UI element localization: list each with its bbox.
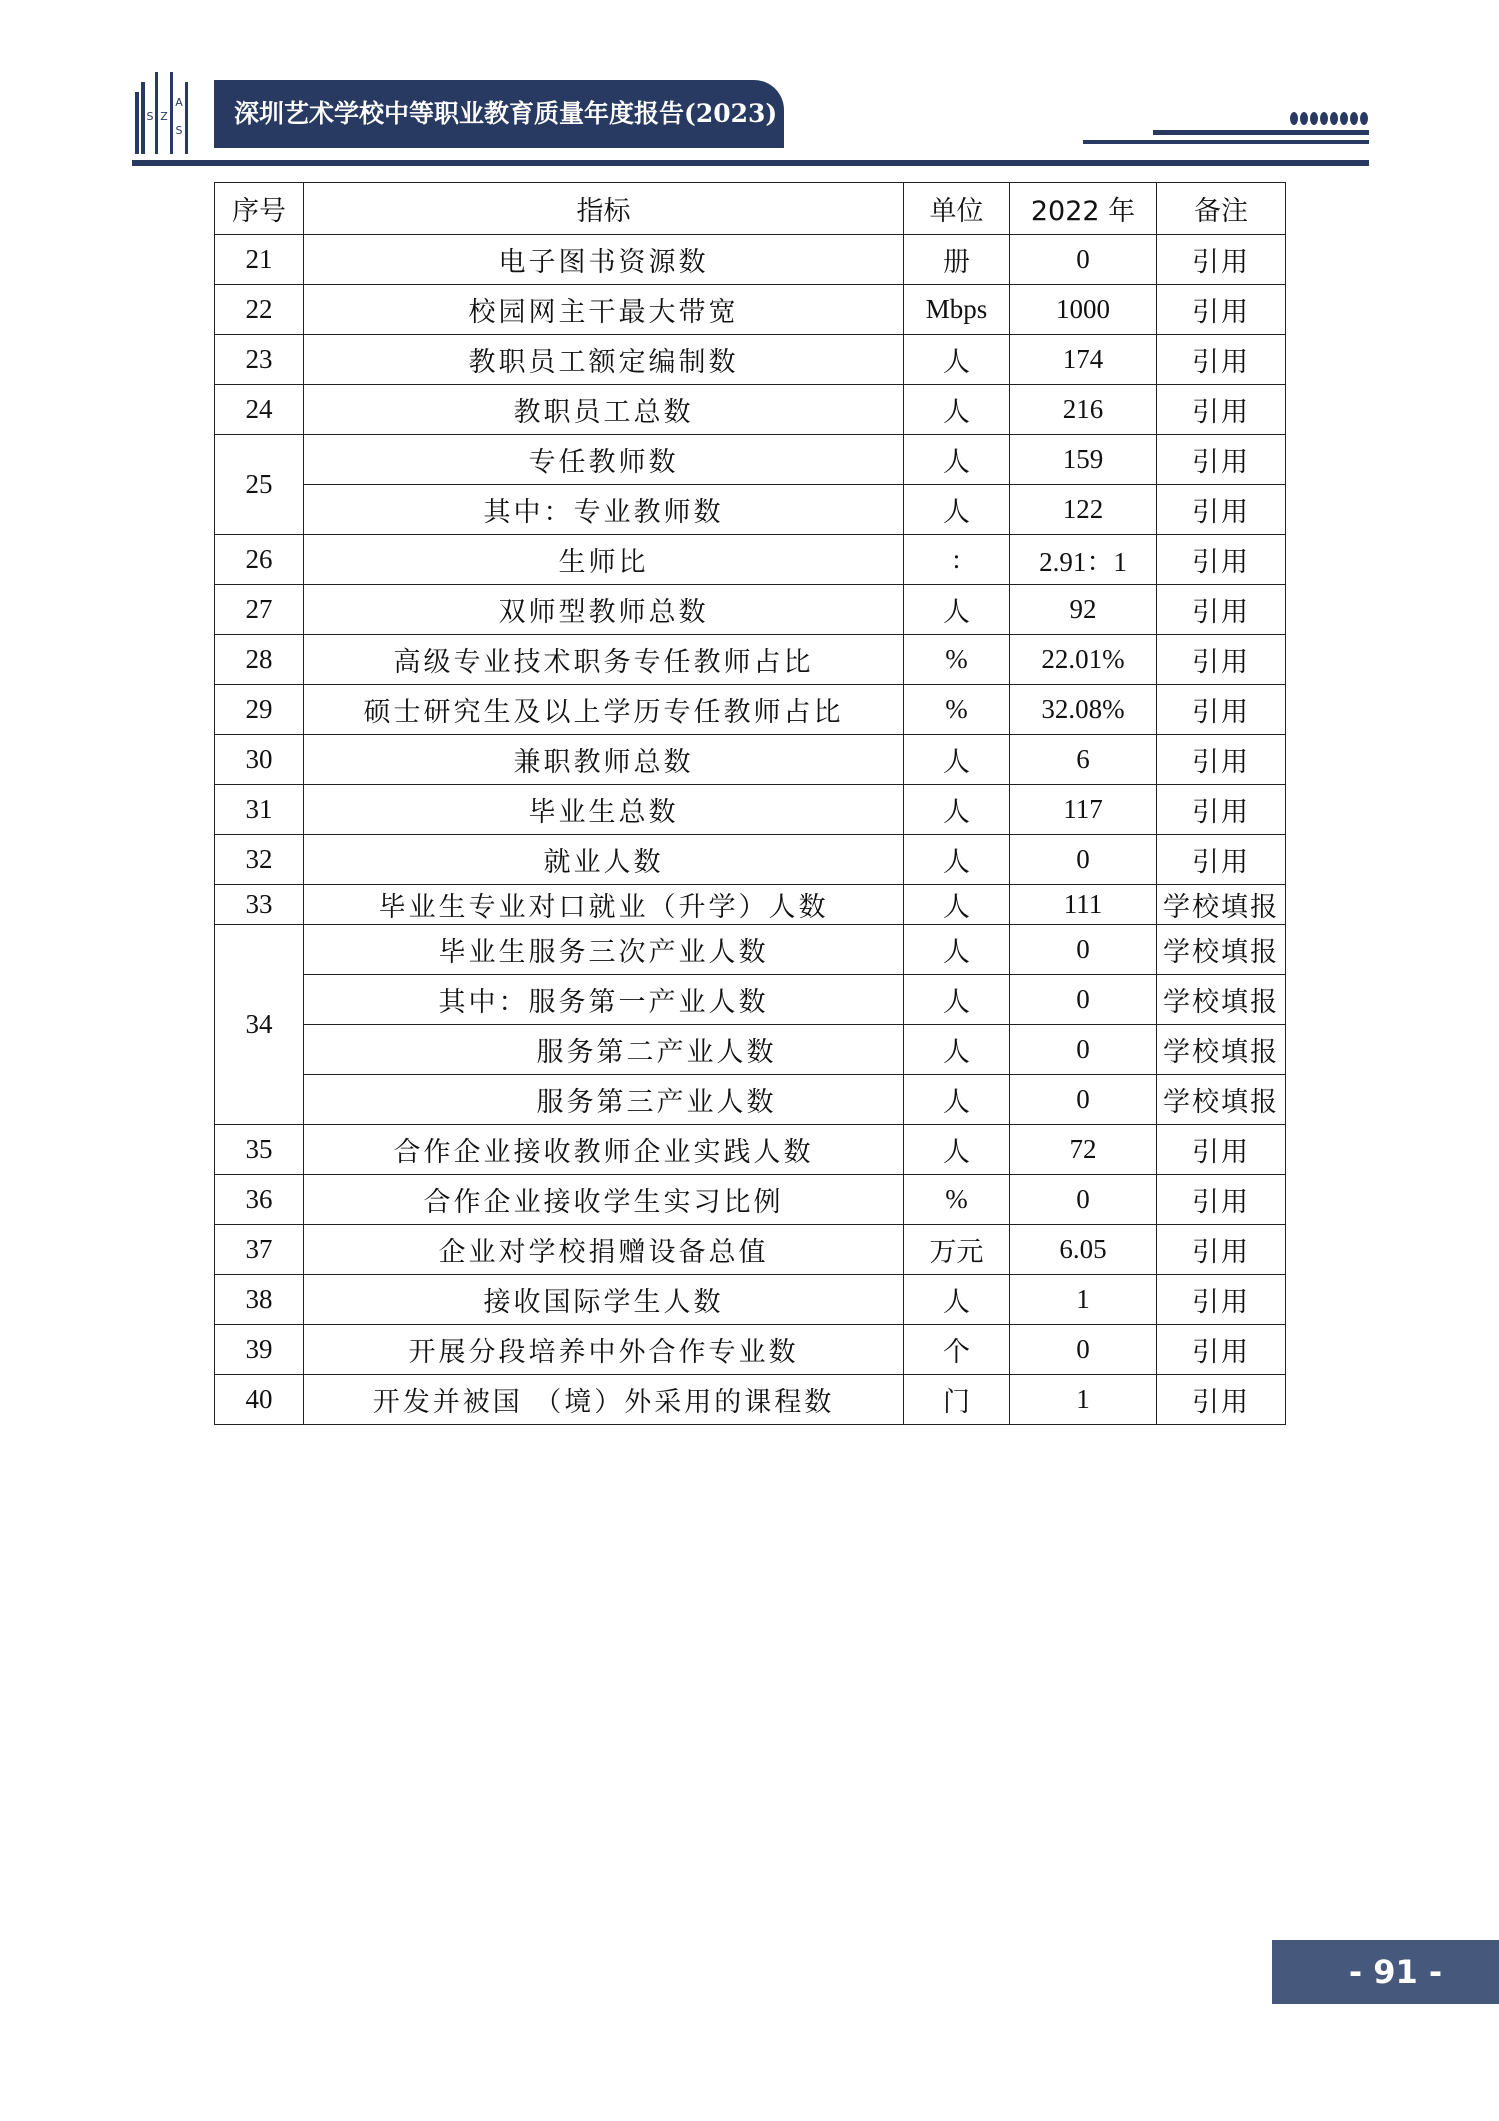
logo-letter: Z bbox=[160, 110, 168, 123]
row-value: 32.08% bbox=[1010, 685, 1157, 735]
row-seq: 22 bbox=[215, 285, 304, 335]
decorative-dots bbox=[1290, 112, 1368, 126]
row-indicator: 双师型教师总数 bbox=[304, 585, 904, 635]
row-indicator: 教职员工总数 bbox=[304, 385, 904, 435]
row-value: 122 bbox=[1010, 485, 1157, 535]
row-value: 0 bbox=[1010, 925, 1157, 975]
row-note: 引用 bbox=[1157, 1375, 1286, 1425]
row-note: 引用 bbox=[1157, 735, 1286, 785]
row-note: 引用 bbox=[1157, 635, 1286, 685]
header-indicator: 指标 bbox=[304, 183, 904, 235]
page-number: - 91 - bbox=[1272, 1940, 1499, 2004]
row-indicator: 服务第二产业人数 bbox=[304, 1025, 904, 1075]
table-row bbox=[215, 1225, 1286, 1275]
row-value: 117 bbox=[1010, 785, 1157, 835]
row-note: 学校填报 bbox=[1157, 975, 1286, 1025]
row-unit: 人 bbox=[904, 785, 1010, 835]
row-indicator: 开展分段培养中外合作专业数 bbox=[304, 1325, 904, 1375]
table-row bbox=[215, 385, 1286, 435]
row-unit: 人 bbox=[904, 335, 1010, 385]
indicator-table bbox=[214, 182, 1286, 1425]
table-row bbox=[215, 685, 1286, 735]
row-value: 92 bbox=[1010, 585, 1157, 635]
row-note: 学校填报 bbox=[1157, 1075, 1286, 1125]
row-value: 0 bbox=[1010, 235, 1157, 285]
row-seq: 33 bbox=[215, 885, 304, 925]
table-row bbox=[215, 785, 1286, 835]
header-note: 备注 bbox=[1157, 183, 1286, 235]
header-rule bbox=[1153, 130, 1369, 135]
table-row bbox=[215, 635, 1286, 685]
row-indicator: 接收国际学生人数 bbox=[304, 1275, 904, 1325]
table-row bbox=[215, 1025, 1286, 1075]
row-indicator: 专任教师数 bbox=[304, 435, 904, 485]
row-unit: : bbox=[904, 535, 1010, 585]
row-seq: 23 bbox=[215, 335, 304, 385]
table-row bbox=[215, 735, 1286, 785]
row-seq: 37 bbox=[215, 1225, 304, 1275]
row-value: 2.91：1 bbox=[1010, 535, 1157, 585]
row-value: 174 bbox=[1010, 335, 1157, 385]
row-seq: 31 bbox=[215, 785, 304, 835]
row-note: 引用 bbox=[1157, 1125, 1286, 1175]
row-value: 6.05 bbox=[1010, 1225, 1157, 1275]
table-row bbox=[215, 1175, 1286, 1225]
row-seq: 39 bbox=[215, 1325, 304, 1375]
row-unit: 人 bbox=[904, 885, 1010, 925]
row-note: 引用 bbox=[1157, 685, 1286, 735]
row-value: 22.01% bbox=[1010, 635, 1157, 685]
row-value: 0 bbox=[1010, 1025, 1157, 1075]
header-year: 2022 年 bbox=[1010, 183, 1157, 235]
row-indicator: 兼职教师总数 bbox=[304, 735, 904, 785]
row-unit: 个 bbox=[904, 1325, 1010, 1375]
table-row bbox=[215, 535, 1286, 585]
row-indicator: 毕业生总数 bbox=[304, 785, 904, 835]
row-unit: 人 bbox=[904, 1125, 1010, 1175]
row-unit: 门 bbox=[904, 1375, 1010, 1425]
row-note: 引用 bbox=[1157, 385, 1286, 435]
row-unit: 人 bbox=[904, 925, 1010, 975]
row-unit: 人 bbox=[904, 1025, 1010, 1075]
header-rule bbox=[132, 160, 1369, 166]
row-note: 引用 bbox=[1157, 1275, 1286, 1325]
row-indicator: 电子图书资源数 bbox=[304, 235, 904, 285]
row-unit: 册 bbox=[904, 235, 1010, 285]
row-value: 6 bbox=[1010, 735, 1157, 785]
table-row bbox=[215, 1125, 1286, 1175]
row-note: 学校填报 bbox=[1157, 1025, 1286, 1075]
row-note: 引用 bbox=[1157, 485, 1286, 535]
table-row bbox=[215, 285, 1286, 335]
table-row bbox=[215, 435, 1286, 485]
row-note: 引用 bbox=[1157, 1175, 1286, 1225]
row-seq: 25 bbox=[215, 435, 304, 535]
row-note: 引用 bbox=[1157, 835, 1286, 885]
table-row bbox=[215, 975, 1286, 1025]
row-value: 0 bbox=[1010, 1075, 1157, 1125]
table-row bbox=[215, 1275, 1286, 1325]
row-value: 0 bbox=[1010, 1325, 1157, 1375]
row-value: 0 bbox=[1010, 835, 1157, 885]
row-indicator: 高级专业技术职务专任教师占比 bbox=[304, 635, 904, 685]
row-seq: 30 bbox=[215, 735, 304, 785]
row-indicator: 毕业生专业对口就业（升学）人数 bbox=[304, 885, 904, 925]
header-rule bbox=[1083, 140, 1369, 144]
row-indicator: 教职员工额定编制数 bbox=[304, 335, 904, 385]
table-row bbox=[215, 335, 1286, 385]
row-indicator: 毕业生服务三次产业人数 bbox=[304, 925, 904, 975]
header-unit: 单位 bbox=[904, 183, 1010, 235]
row-note: 引用 bbox=[1157, 785, 1286, 835]
logo-letter: S bbox=[175, 124, 183, 137]
row-seq: 21 bbox=[215, 235, 304, 285]
row-note: 引用 bbox=[1157, 235, 1286, 285]
row-unit: % bbox=[904, 635, 1010, 685]
row-note: 引用 bbox=[1157, 585, 1286, 635]
row-unit: 人 bbox=[904, 585, 1010, 635]
row-value: 72 bbox=[1010, 1125, 1157, 1175]
table-row bbox=[215, 1075, 1286, 1125]
table-row bbox=[215, 1325, 1286, 1375]
row-seq: 40 bbox=[215, 1375, 304, 1425]
row-indicator: 合作企业接收学生实习比例 bbox=[304, 1175, 904, 1225]
row-indicator: 校园网主干最大带宽 bbox=[304, 285, 904, 335]
row-seq: 34 bbox=[215, 925, 304, 1125]
row-note: 学校填报 bbox=[1157, 925, 1286, 975]
row-indicator: 其中：服务第一产业人数 bbox=[304, 975, 904, 1025]
row-indicator: 就业人数 bbox=[304, 835, 904, 885]
row-seq: 29 bbox=[215, 685, 304, 735]
row-unit: 人 bbox=[904, 485, 1010, 535]
row-indicator: 服务第三产业人数 bbox=[304, 1075, 904, 1125]
logo-letter: A bbox=[175, 96, 183, 109]
row-seq: 24 bbox=[215, 385, 304, 435]
row-unit: 人 bbox=[904, 735, 1010, 785]
row-unit: Mbps bbox=[904, 285, 1010, 335]
row-unit: 人 bbox=[904, 835, 1010, 885]
row-note: 引用 bbox=[1157, 285, 1286, 335]
row-unit: 人 bbox=[904, 1075, 1010, 1125]
row-value: 0 bbox=[1010, 975, 1157, 1025]
row-indicator: 开发并被国 （境）外采用的课程数 bbox=[304, 1375, 904, 1425]
row-indicator: 合作企业接收教师企业实践人数 bbox=[304, 1125, 904, 1175]
table-row bbox=[215, 925, 1286, 975]
row-note: 引用 bbox=[1157, 1225, 1286, 1275]
logo-letter: S bbox=[146, 110, 154, 123]
row-unit: 万元 bbox=[904, 1225, 1010, 1275]
row-seq: 32 bbox=[215, 835, 304, 885]
table-row bbox=[215, 585, 1286, 635]
row-note: 引用 bbox=[1157, 1325, 1286, 1375]
row-value: 216 bbox=[1010, 385, 1157, 435]
row-value: 159 bbox=[1010, 435, 1157, 485]
table-header-row bbox=[215, 183, 1286, 235]
row-seq: 28 bbox=[215, 635, 304, 685]
row-indicator: 企业对学校捐赠设备总值 bbox=[304, 1225, 904, 1275]
school-logo-icon bbox=[135, 72, 193, 154]
row-seq: 27 bbox=[215, 585, 304, 635]
row-note: 引用 bbox=[1157, 335, 1286, 385]
row-value: 1 bbox=[1010, 1275, 1157, 1325]
row-seq: 38 bbox=[215, 1275, 304, 1325]
header-seq: 序号 bbox=[215, 183, 304, 235]
table-row bbox=[215, 1375, 1286, 1425]
row-seq: 26 bbox=[215, 535, 304, 585]
row-value: 111 bbox=[1010, 885, 1157, 925]
row-value: 1 bbox=[1010, 1375, 1157, 1425]
row-unit: % bbox=[904, 685, 1010, 735]
row-indicator: 生师比 bbox=[304, 535, 904, 585]
row-note: 学校填报 bbox=[1157, 885, 1286, 925]
row-unit: 人 bbox=[904, 385, 1010, 435]
table-row bbox=[215, 485, 1286, 535]
row-indicator: 硕士研究生及以上学历专任教师占比 bbox=[304, 685, 904, 735]
row-indicator: 其中：专业教师数 bbox=[304, 485, 904, 535]
row-seq: 36 bbox=[215, 1175, 304, 1225]
table-row bbox=[215, 835, 1286, 885]
row-note: 引用 bbox=[1157, 535, 1286, 585]
row-unit: 人 bbox=[904, 975, 1010, 1025]
row-note: 引用 bbox=[1157, 435, 1286, 485]
row-unit: % bbox=[904, 1175, 1010, 1225]
row-unit: 人 bbox=[904, 435, 1010, 485]
row-value: 0 bbox=[1010, 1175, 1157, 1225]
row-value: 1000 bbox=[1010, 285, 1157, 335]
row-seq: 35 bbox=[215, 1125, 304, 1175]
row-unit: 人 bbox=[904, 1275, 1010, 1325]
report-title: 深圳艺术学校中等职业教育质量年度报告(2023) bbox=[214, 80, 784, 148]
table-row bbox=[215, 235, 1286, 285]
table-row bbox=[215, 885, 1286, 925]
